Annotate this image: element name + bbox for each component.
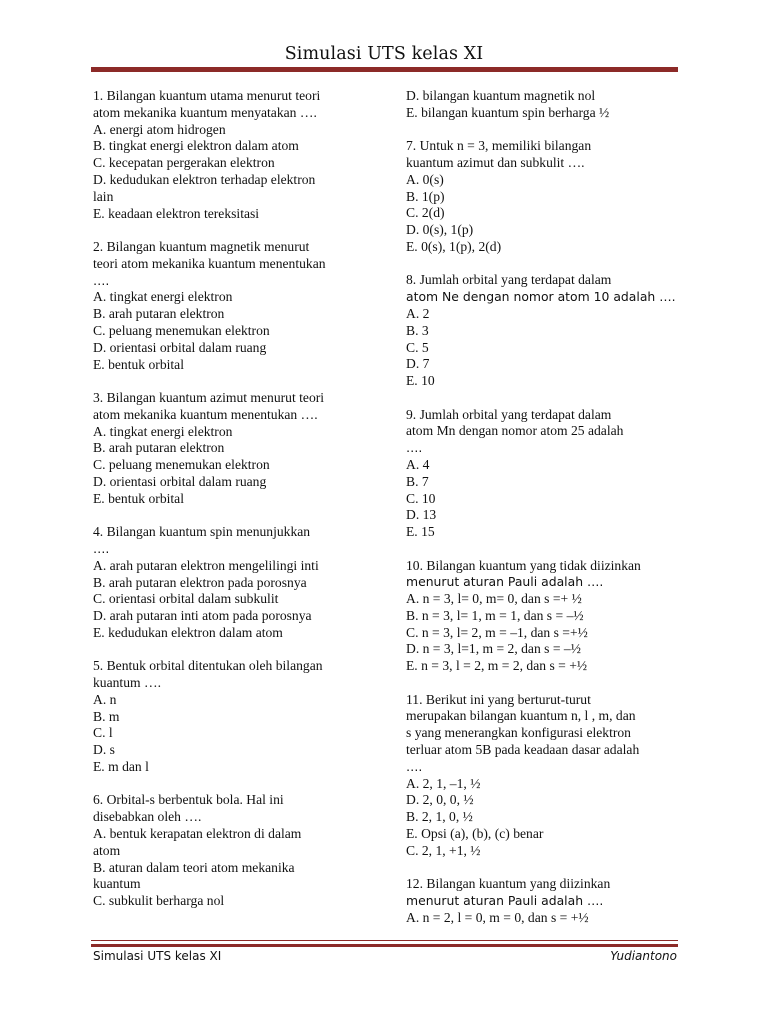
question-stem-line: 12. Bilangan kuantum yang diizinkan (406, 876, 611, 892)
answer-option: A. tingkat energi elektron (93, 423, 233, 439)
answer-option: A. 2 (406, 305, 430, 321)
question-stem-line: …. (406, 440, 423, 456)
question-stem-line: 2. Bilangan kuantum magnetik menurut (93, 238, 310, 254)
answer-option: atom (93, 842, 121, 858)
page-title: Simulasi UTS kelas XI (284, 44, 484, 64)
answer-option: D. kedudukan elektron terhadap elektron (93, 171, 316, 187)
question-stem-line: terluar atom 5B pada keadaan dasar adalah (406, 742, 640, 758)
answer-option: A. 0(s) (406, 171, 444, 187)
answer-option: D. arah putaran inti atom pada porosnya (93, 608, 312, 624)
answer-option: kuantum (93, 876, 141, 892)
question-stem-line: 7. Untuk n = 3, memiliki bilangan (406, 138, 592, 154)
question-10 (406, 558, 678, 676)
question-1 (93, 88, 375, 222)
question-stem-line: 6. Orbital-s berbentuk bola. Hal ini (93, 792, 284, 808)
question-stem-line: menurut aturan Pauli adalah …. (406, 574, 604, 590)
question-stem-line: 4. Bilangan kuantum spin menunjukkan (93, 524, 311, 540)
answer-option: A. n = 2, l = 0, m = 0, dan s = +½ (406, 909, 589, 925)
question-stem-line: 1. Bilangan kuantum utama menurut teori (93, 88, 321, 103)
answer-option: A. bentuk kerapatan elektron di dalam (93, 826, 302, 842)
question-stem-line: 9. Jumlah orbital yang terdapat dalam (406, 406, 612, 422)
answer-option: C. n = 3, l= 2, m = –1, dan s =+½ (406, 624, 588, 640)
answer-option: E. bentuk orbital (93, 490, 184, 506)
answer-option: E. m dan l (93, 759, 149, 775)
answer-option: D. 0(s), 1(p) (406, 222, 474, 238)
answer-option: D. orientasi orbital dalam ruang (93, 473, 267, 489)
header-divider (91, 67, 678, 72)
answer-option: C. subkulit berharga nol (93, 893, 225, 909)
left-column (93, 88, 375, 927)
question-stem-line: 11. Berikut ini yang berturut-turut (406, 691, 591, 707)
question-6 (93, 792, 375, 910)
footer-divider (91, 940, 678, 945)
answer-option: C. kecepatan pergerakan elektron (93, 155, 275, 171)
answer-option: E. bentuk orbital (93, 356, 184, 372)
answer-option: D. 2, 0, 0, ½ (406, 792, 474, 808)
answer-option: A. tingkat energi elektron (93, 289, 233, 305)
answer-option: A. 2, 1, –1, ½ (406, 775, 481, 791)
answer-option: C. peluang menemukan elektron (93, 457, 270, 473)
right-column (406, 88, 678, 943)
question-stem-line: kuantum azimut dan subkulit …. (406, 154, 585, 170)
question-5 (93, 658, 375, 776)
question-9 (406, 407, 678, 541)
question-11 (406, 692, 678, 860)
answer-option: C. peluang menemukan elektron (93, 322, 270, 338)
answer-option: A. energi atom hidrogen (93, 121, 226, 137)
question-12 (406, 876, 678, 926)
question-stem-line: disebabkan oleh …. (93, 809, 202, 825)
answer-option: D. s (93, 742, 115, 758)
answer-option: B. arah putaran elektron pada porosnya (93, 574, 307, 590)
answer-option: E. 0(s), 1(p), 2(d) (406, 238, 502, 254)
question-stem-line: atom Mn dengan nomor atom 25 adalah (406, 423, 624, 439)
question-3 (93, 390, 375, 508)
answer-option: E. bilangan kuantum spin berharga ½ (406, 104, 610, 120)
answer-option: E. 10 (406, 373, 435, 389)
question-stem-line: …. (93, 272, 110, 288)
question-stem-line: menurut aturan Pauli adalah …. (406, 893, 604, 909)
answer-option: D. bilangan kuantum magnetik nol (406, 88, 596, 103)
answer-option: B. 7 (406, 473, 429, 489)
answer-option: B. 2, 1, 0, ½ (406, 809, 473, 825)
answer-option: E. n = 3, l = 2, m = 2, dan s = +½ (406, 658, 588, 674)
answer-option: C. 10 (406, 490, 436, 506)
answer-option: E. 15 (406, 524, 435, 540)
answer-option: C. orientasi orbital dalam subkulit (93, 591, 279, 607)
question-8 (406, 272, 678, 390)
answer-option: A. arah putaran elektron mengelilingi inti (93, 557, 319, 573)
question-stem-line: …. (93, 540, 110, 556)
question-6-continued (406, 88, 678, 122)
answer-option: B. arah putaran elektron (93, 440, 225, 456)
question-stem-line: …. (406, 758, 423, 774)
question-stem-line: atom mekanika kuantum menentukan …. (93, 406, 318, 422)
answer-option: C. l (93, 725, 113, 741)
question-stem-line: 3. Bilangan kuantum azimut menurut teori (93, 389, 325, 405)
answer-option: E. keadaan elektron tereksitasi (93, 205, 260, 221)
question-stem-line: 10. Bilangan kuantum yang tidak diizinkan (406, 557, 641, 573)
answer-option: D. 13 (406, 507, 437, 523)
question-stem-line: merupakan bilangan kuantum n, l , m, dan (406, 708, 636, 724)
question-7 (406, 138, 678, 256)
answer-option: A. n (93, 691, 117, 707)
answer-option: B. 1(p) (406, 188, 445, 204)
answer-option: B. tingkat energi elektron dalam atom (93, 138, 299, 154)
answer-option: B. aturan dalam teori atom mekanika (93, 859, 295, 875)
question-stem-line: teori atom mekanika kuantum menentukan (93, 255, 326, 271)
answer-option: E. Opsi (a), (b), (c) benar (406, 826, 544, 842)
answer-option: C. 2(d) (406, 205, 445, 221)
footer-title: Simulasi UTS kelas XI (93, 949, 222, 963)
answer-option: B. m (93, 708, 120, 724)
question-stem-line: 8. Jumlah orbital yang terdapat dalam (406, 272, 612, 288)
question-stem-line: kuantum …. (93, 675, 161, 691)
answer-option: A. 4 (406, 456, 430, 472)
answer-option: B. arah putaran elektron (93, 306, 225, 322)
question-4 (93, 524, 375, 642)
answer-option: C. 5 (406, 339, 429, 355)
answer-option: B. n = 3, l= 1, m = 1, dan s = –½ (406, 607, 584, 623)
question-stem-line: s yang menerangkan konfigurasi elektron (406, 725, 631, 741)
answer-option: lain (93, 188, 114, 204)
question-2 (93, 239, 375, 373)
answer-option: D. orientasi orbital dalam ruang (93, 339, 267, 355)
answer-option: B. 3 (406, 322, 429, 338)
question-stem-line: atom Ne dengan nomor atom 10 adalah …. (406, 289, 676, 305)
question-stem-line: atom mekanika kuantum menyatakan …. (93, 104, 317, 120)
answer-option: A. n = 3, l= 0, m= 0, dan s =+ ½ (406, 591, 582, 607)
answer-option: D. 7 (406, 356, 430, 372)
answer-option: E. kedudukan elektron dalam atom (93, 624, 283, 640)
answer-option: C. 2, 1, +1, ½ (406, 842, 481, 858)
footer-author: Yudiantono (610, 949, 677, 963)
answer-option: D. n = 3, l=1, m = 2, dan s = –½ (406, 641, 581, 657)
question-stem-line: 5. Bentuk orbital ditentukan oleh bilangan (93, 658, 323, 674)
